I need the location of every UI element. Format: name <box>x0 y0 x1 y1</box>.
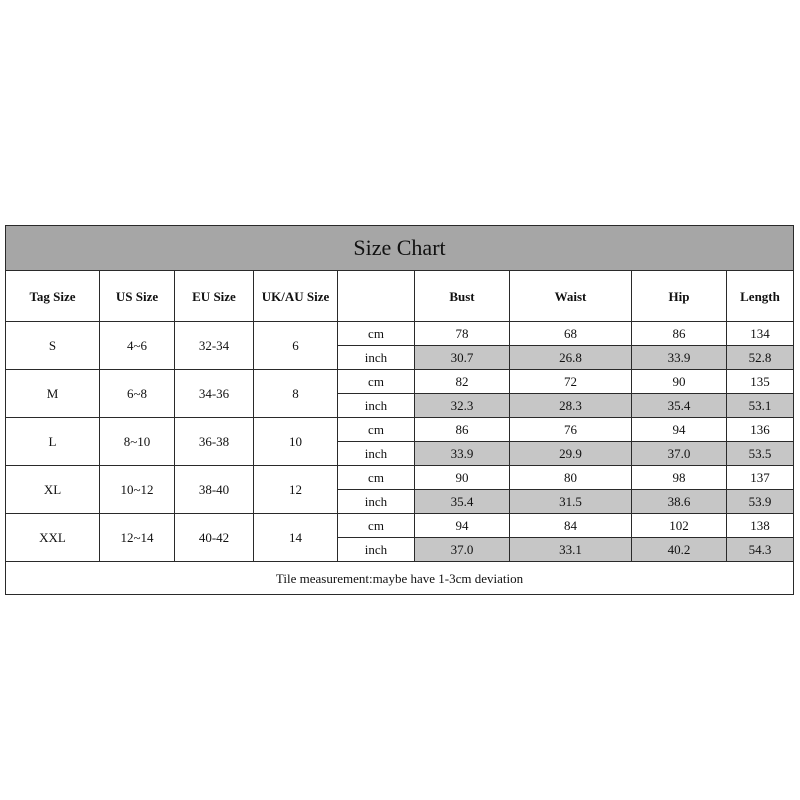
header-eu-size: EU Size <box>175 271 254 322</box>
length-cell: 53.9 <box>727 490 794 514</box>
table-row <box>6 514 794 538</box>
table-row <box>6 418 794 442</box>
eu-size-cell: 34-36 <box>175 370 254 418</box>
hip-cell: 98 <box>632 466 727 490</box>
bust-cell: 32.3 <box>415 394 510 418</box>
unit-cell: inch <box>338 394 415 418</box>
header-us-size: US Size <box>100 271 175 322</box>
table-row <box>6 370 794 394</box>
hip-cell: 40.2 <box>632 538 727 562</box>
table-row <box>6 466 794 490</box>
hip-cell: 38.6 <box>632 490 727 514</box>
bust-cell: 78 <box>415 322 510 346</box>
hip-cell: 102 <box>632 514 727 538</box>
tag-size-cell: M <box>6 370 100 418</box>
hip-cell: 86 <box>632 322 727 346</box>
header-row <box>6 271 794 322</box>
ukau-size-cell: 10 <box>254 418 338 466</box>
hip-cell: 94 <box>632 418 727 442</box>
waist-cell: 26.8 <box>510 346 632 370</box>
us-size-cell: 8~10 <box>100 418 175 466</box>
length-cell: 54.3 <box>727 538 794 562</box>
header-length: Length <box>727 271 794 322</box>
bust-cell: 82 <box>415 370 510 394</box>
waist-cell: 68 <box>510 322 632 346</box>
hip-cell: 90 <box>632 370 727 394</box>
table-row <box>6 322 794 346</box>
length-cell: 53.1 <box>727 394 794 418</box>
eu-size-cell: 32-34 <box>175 322 254 370</box>
note-row <box>6 562 794 595</box>
header-tag-size: Tag Size <box>6 271 100 322</box>
eu-size-cell: 38-40 <box>175 466 254 514</box>
header-ukau-size: UK/AU Size <box>254 271 338 322</box>
tag-size-cell: S <box>6 322 100 370</box>
ukau-size-cell: 12 <box>254 466 338 514</box>
length-cell: 53.5 <box>727 442 794 466</box>
waist-cell: 28.3 <box>510 394 632 418</box>
waist-cell: 84 <box>510 514 632 538</box>
hip-cell: 35.4 <box>632 394 727 418</box>
size-chart-table <box>5 225 794 595</box>
us-size-cell: 12~14 <box>100 514 175 562</box>
length-cell: 134 <box>727 322 794 346</box>
tag-size-cell: L <box>6 418 100 466</box>
unit-cell: inch <box>338 490 415 514</box>
bust-cell: 35.4 <box>415 490 510 514</box>
length-cell: 135 <box>727 370 794 394</box>
header-unit <box>338 271 415 322</box>
ukau-size-cell: 14 <box>254 514 338 562</box>
us-size-cell: 10~12 <box>100 466 175 514</box>
eu-size-cell: 40-42 <box>175 514 254 562</box>
waist-cell: 76 <box>510 418 632 442</box>
length-cell: 137 <box>727 466 794 490</box>
waist-cell: 33.1 <box>510 538 632 562</box>
length-cell: 52.8 <box>727 346 794 370</box>
measurement-note: Tile measurement:maybe have 1-3cm deviation <box>6 562 794 595</box>
waist-cell: 29.9 <box>510 442 632 466</box>
length-cell: 138 <box>727 514 794 538</box>
unit-cell: inch <box>338 538 415 562</box>
waist-cell: 31.5 <box>510 490 632 514</box>
unit-cell: cm <box>338 514 415 538</box>
hip-cell: 33.9 <box>632 346 727 370</box>
us-size-cell: 6~8 <box>100 370 175 418</box>
unit-cell: cm <box>338 322 415 346</box>
unit-cell: inch <box>338 442 415 466</box>
hip-cell: 37.0 <box>632 442 727 466</box>
waist-cell: 80 <box>510 466 632 490</box>
waist-cell: 72 <box>510 370 632 394</box>
length-cell: 136 <box>727 418 794 442</box>
bust-cell: 94 <box>415 514 510 538</box>
tag-size-cell: XXL <box>6 514 100 562</box>
bust-cell: 37.0 <box>415 538 510 562</box>
bust-cell: 90 <box>415 466 510 490</box>
us-size-cell: 4~6 <box>100 322 175 370</box>
tag-size-cell: XL <box>6 466 100 514</box>
unit-cell: cm <box>338 370 415 394</box>
header-bust: Bust <box>415 271 510 322</box>
size-chart-title: Size Chart <box>6 226 794 271</box>
ukau-size-cell: 6 <box>254 322 338 370</box>
unit-cell: inch <box>338 346 415 370</box>
bust-cell: 86 <box>415 418 510 442</box>
unit-cell: cm <box>338 418 415 442</box>
bust-cell: 33.9 <box>415 442 510 466</box>
ukau-size-cell: 8 <box>254 370 338 418</box>
eu-size-cell: 36-38 <box>175 418 254 466</box>
header-waist: Waist <box>510 271 632 322</box>
bust-cell: 30.7 <box>415 346 510 370</box>
unit-cell: cm <box>338 466 415 490</box>
title-row <box>6 226 794 271</box>
header-hip: Hip <box>632 271 727 322</box>
